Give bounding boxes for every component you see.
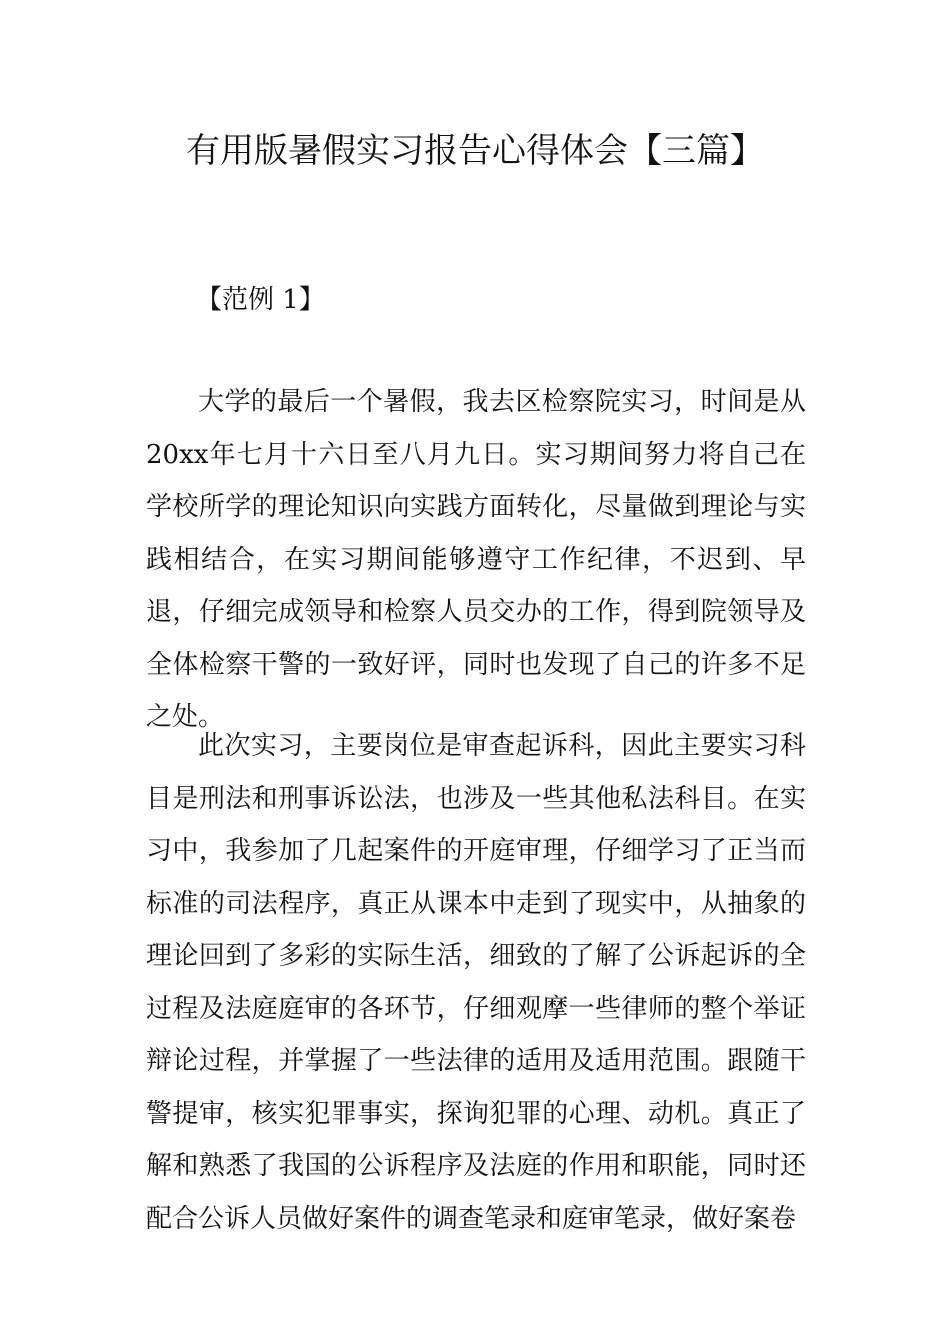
paragraph-2: 此次实习，主要岗位是审查起诉科，因此主要实习科目是刑法和刑事诉讼法，也涉及一些其他私法科目。在实习中，我参加了几起案件的开庭审理，仔细学习了正当而标准的司法程序，真正从课本中走到了现实中，从抽象的理论回到了多彩的实际生活，细致的了解了公诉起诉的全过程及法庭庭审的各环节，仔细观摩一些律师的整个举证辩论过程，并掌握了一些法律的适用及适用范围。跟随干警提审，核实犯罪事实，探询犯罪的心理、动机。真正了解和熟悉了我国的公诉程序及法庭的作用和职能，同时还配合公诉人员做好案件的调查笔录和庭审笔录，做好案卷	[146, 731, 806, 1234]
paragraph-1: 大学的最后一个暑假，我去区检察院实习，时间是从20xx年七月十六日至八月九日。实习期间努力将自己在学校所学的理论知识向实践方面转化，尽量做到理论与实践相结合，在实习期间能够遵守工作纪律，不迟到、早退，仔细完成领导和检察人员交办的工作，得到院领导及全体检察干警的一致好评，同时也发现了自己的许多不足之处。	[146, 387, 806, 732]
section-label: 【范例 1】	[196, 285, 325, 315]
document-title: 有用版暑假实习报告心得体会【三篇】	[186, 131, 764, 171]
